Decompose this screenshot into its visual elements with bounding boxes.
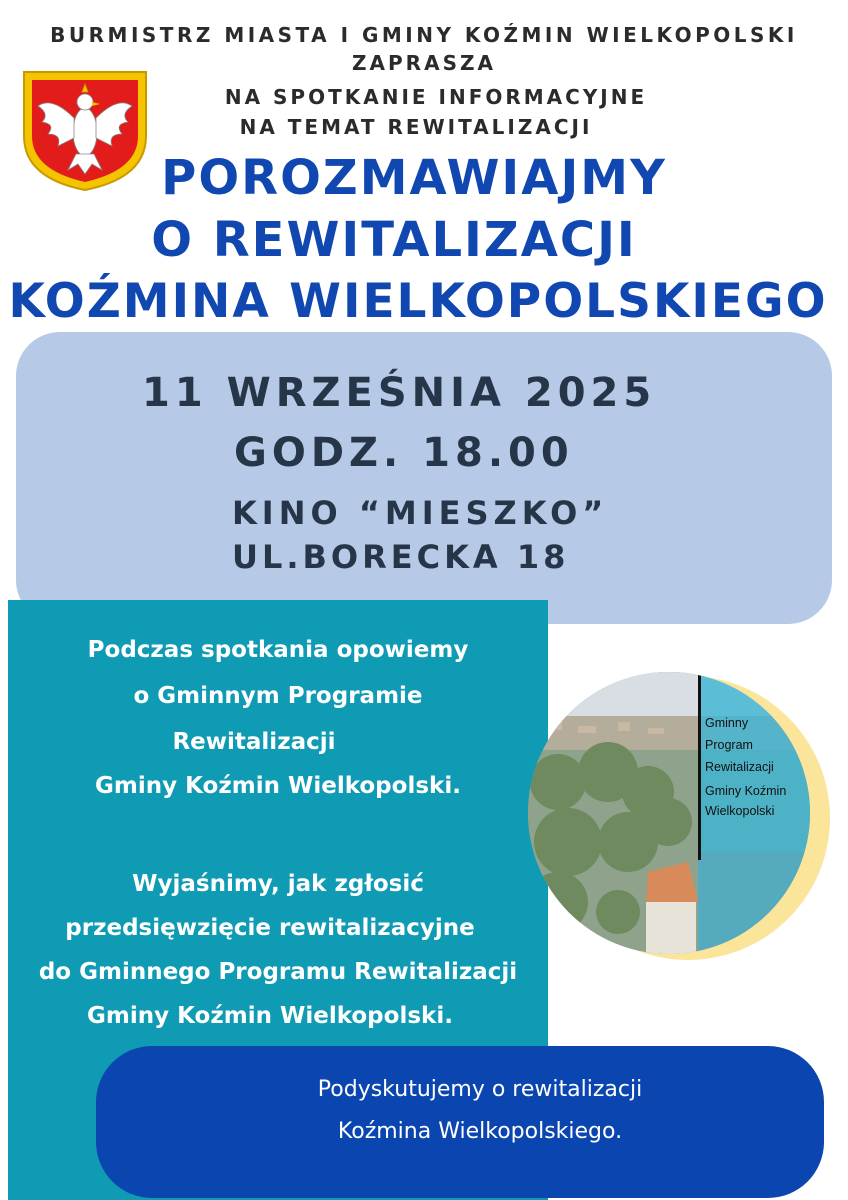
info-p1-line1: Podczas spotkania opowiemy — [87, 637, 469, 663]
photo-caption-line2: Program — [705, 738, 753, 752]
discussion-line1: Podyskutujemy o rewitalizacji — [317, 1077, 643, 1102]
photo-caption-line5: Wielkopolski — [705, 804, 775, 818]
title-line-1: POROZMAWIAJMY — [161, 150, 667, 206]
invites-line: ZAPRASZA — [352, 51, 496, 75]
info-p2-line2: przedsięwzięcie rewitalizacyjne — [65, 915, 475, 941]
info-p1-line3: Rewitalizacji — [172, 729, 336, 755]
event-date: 11 WRZEŚNIA 2025 — [142, 370, 657, 416]
info-p2-line1: Wyjaśnimy, jak zgłosić — [132, 871, 424, 897]
photo-caption-line4: Gminy Koźmin — [705, 784, 787, 798]
organizer-line: BURMISTRZ MIASTA I GMINY KOŹMIN WIELKOPOLSKI — [50, 23, 798, 47]
info-p2-line3: do Gminnego Programu Rewitalizacji — [38, 959, 518, 985]
event-venue: KINO “MIESZKO” — [232, 494, 609, 532]
title-line-3: KOŹMINA WIELKOPOLSKIEGO — [8, 274, 828, 329]
event-address: UL.BORECKA 18 — [232, 538, 570, 576]
info-p1-line2: o Gminnym Programie — [133, 683, 423, 709]
info-p1-line4: Gminy Koźmin Wielkopolski. — [95, 773, 461, 799]
discussion-line2: Koźmina Wielkopolskiego. — [337, 1119, 623, 1144]
info-p2-line4: Gminy Koźmin Wielkopolski. — [87, 1003, 453, 1029]
meeting-type-line: NA SPOTKANIE INFORMACYJNE — [224, 85, 648, 109]
photo-caption-line1: Gminny — [705, 716, 749, 730]
title-line-2: O REWITALIZACJI — [151, 212, 637, 268]
photo-caption-line3: Rewitalizacji — [705, 760, 774, 774]
meeting-topic-line: NA TEMAT REWITALIZACJI — [239, 115, 593, 139]
event-time: GODZ. 18.00 — [234, 430, 574, 476]
